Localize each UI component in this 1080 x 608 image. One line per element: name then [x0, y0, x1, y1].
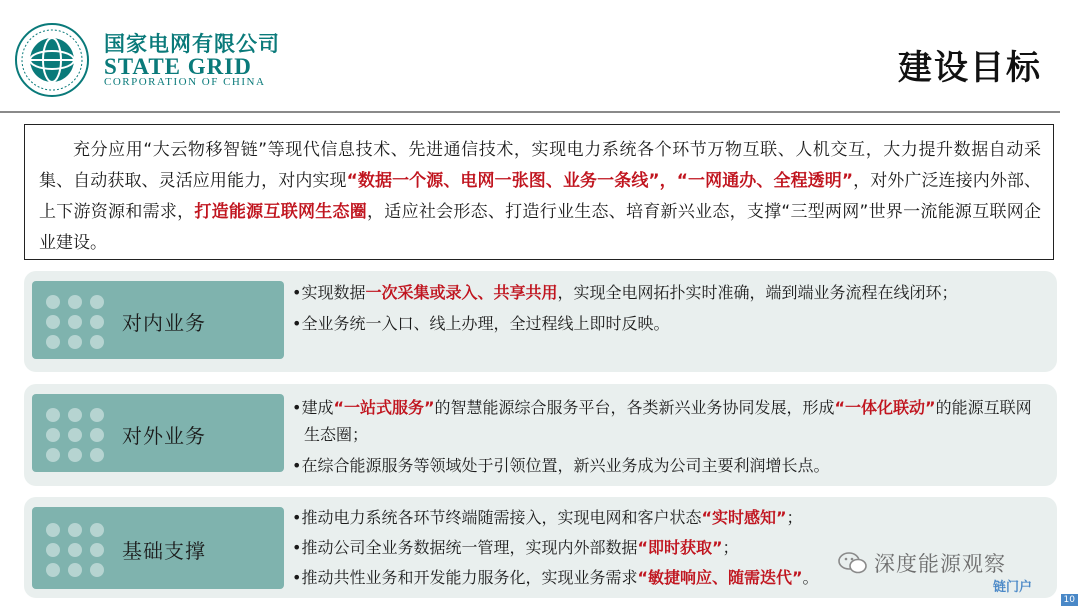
page-title: 建设目标 [898, 48, 1042, 88]
category-pill [32, 507, 284, 589]
panel-external-business [24, 384, 1057, 486]
category-label: 对外业务 [122, 424, 206, 448]
bullet-list [292, 394, 1047, 479]
page-number: 10 [1061, 594, 1078, 606]
category-label: 基础支撑 [122, 539, 206, 563]
intro-text: ，适应社会形态、打造行业生态、培育新兴业态，支撑“三型两网”世界一流能源互联网企业建设。 [39, 202, 1041, 253]
state-grid-logo [14, 22, 90, 98]
category-label: 对内业务 [122, 311, 206, 335]
bullet-item: •推动电力系统各环节终端随需接入，实现电网和客户状态“实时感知”； [292, 508, 803, 527]
category-pill [32, 394, 284, 472]
site-badge: 链门户 [993, 580, 1033, 595]
header-divider [0, 111, 1060, 113]
bullet-list [292, 279, 1047, 337]
brand-subtitle: CORPORATION OF CHINA [104, 76, 266, 88]
category-pill [32, 281, 284, 359]
dots-icon [46, 295, 104, 349]
intro-highlight: 打造能源互联网生态圈 [194, 202, 368, 222]
bullet-item: •全业务统一入口、线上办理，全过程线上即时反映。 [292, 314, 670, 333]
bullet-item: •推动公司全业务数据统一管理，实现内外部数据“即时获取”； [292, 538, 739, 557]
intro-highlight: “数据一个源、电网一张图、业务一条线”，“一网通办、全程透明” [346, 171, 854, 191]
wechat-icon [838, 551, 868, 575]
bullet-item: •实现数据一次采集或录入、共享共用，实现全电网拓扑实时准确，端到端业务流程在线闭环； [292, 283, 958, 302]
bullet-item: •推动共性业务和开发能力服务化，实现业务需求“敏捷响应、随需迭代”。 [292, 568, 819, 587]
header [0, 0, 1080, 112]
intro-paragraph [24, 124, 1054, 260]
dots-icon [46, 523, 104, 577]
brand-name-cn: 国家电网有限公司 [104, 32, 280, 56]
watermark [838, 548, 1006, 578]
intro-text: 充分应用“大云物移智链”等现代信息技术、先进通信技术，实现电力系统各个环节万物互联、人机交互，大力提升数据自动采集、自动获取、灵活应用能力，对内实现 [39, 140, 1041, 191]
bullet-item: •建成“一站式服务”的智慧能源综合服务平台，各类新兴业务协同发展，形成“一体化联动”的能源互联网生态圈； [292, 398, 1032, 444]
dots-icon [46, 408, 104, 462]
watermark-text: 深度能源观察 [874, 552, 1006, 576]
bullet-item: •在综合能源服务等领域处于引领位置，新兴业务成为公司主要利润增长点。 [292, 456, 830, 475]
panel-internal-business [24, 271, 1057, 372]
brand-name-en: STATE GRID [104, 54, 252, 79]
intro-text: ，对外广泛连接内外部、上下游资源和需求， [39, 171, 1042, 222]
